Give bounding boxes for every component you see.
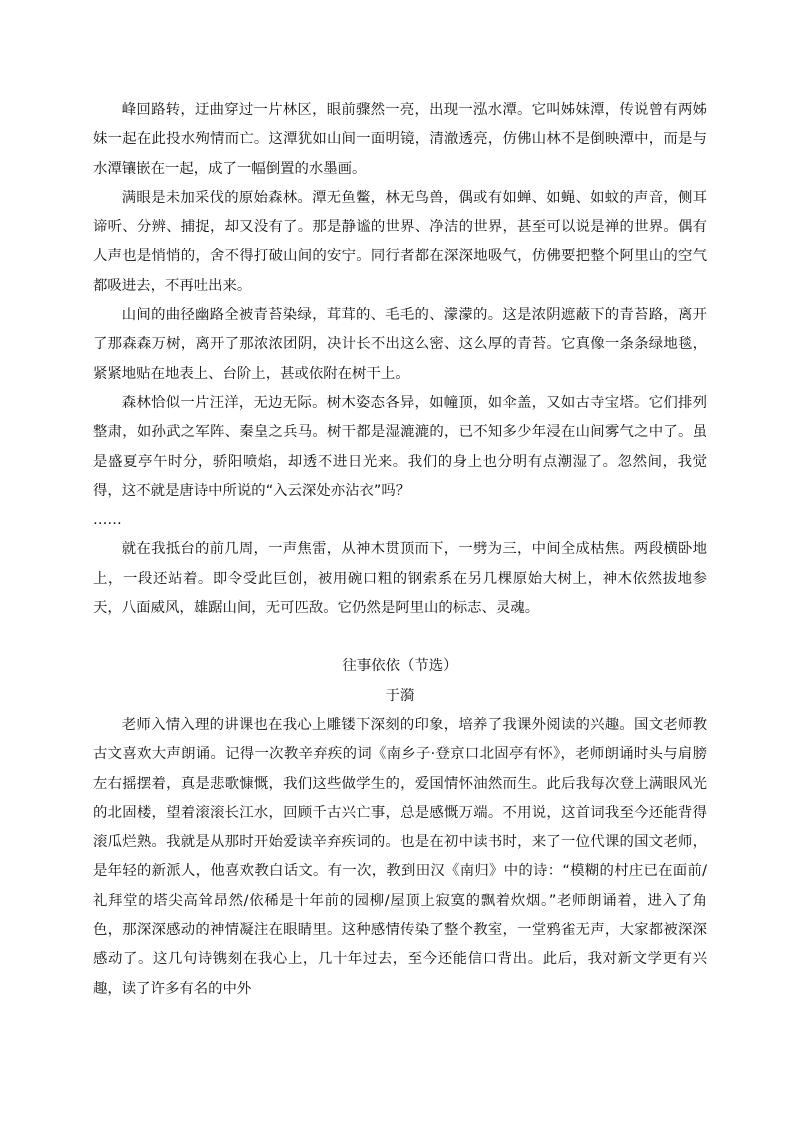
paragraph-sisters-pool: 峰回路转，迂曲穿过一片林区，眼前骤然一亮，出现一泓水潭。它叫姊妹潭，传说曾有两姊妹一起在此投水殉情而亡。这潭犹如山间一面明镜，清澈透亮，仿佛山林不是倒映潭中，而是与水潭镶嵌在一起，成了一幅倒置的水墨画。 — [93, 102, 707, 177]
section-spacer — [93, 623, 707, 652]
omission-ellipsis: …… — [93, 512, 122, 529]
paragraph-sacred-tree: 就在我抵台的前几周，一声焦雷，从神木贯顶而下，一劈为三，中间全成枯焦。两段横卧地上，一段还站着。即令受此巨创，被用碗口粗的钢索系在另几棵原始大树上，神木依然拔地参天，八面威风，雄踞山间，无可匹敌。它仍然是阿里山的标志、灵魂。 — [93, 541, 707, 617]
paragraph-forest-ocean: 森林恰似一片汪洋，无边无际。树木姿态各异，如幢顶，如伞盖，又如古寺宝塔。它们排列整肃，如孙武之军阵、秦皇之兵马。树干都是湿漉漉的，已不知多少年浸在山间雾气之中了。虽是盛夏亭午时分，骄阳喷焰，却透不进日光来。我们的身上也分明有点潮湿了。忽然间，我觉得，这不就是唐诗中所说的“入云深处亦沾衣”吗？ — [93, 394, 707, 499]
passage-title: 往事依依（节选） — [342, 658, 458, 675]
paragraph-moss-path: 山间的曲径幽路全被青苔染绿，茸茸的、毛毛的、濛濛的。这是浓阴遮蔽下的青苔路，离开了那森森万树，离开了那浓浓团阴，决计长不出这么密、这么厚的青苔。它真像一条条绿地毯，紧紧地贴在地表上、台阶上，甚或依附在树干上。 — [93, 307, 707, 382]
paragraph-primeval-forest: 满眼是未加采伐的原始森林。潭无鱼鳖，林无鸟兽，偶或有如蝉、如蝇、如蚊的声音，侧耳谛听、分辨、捕捉，却又没有了。那是静谧的世界、净洁的世界，甚至可以说是禅的世界。偶有人声也是悄悄的，舍不得打破山间的安宁。同行者都在深深地吸气，仿佛要把整个阿里山的空气都吸进去，不再吐出来。 — [93, 189, 707, 294]
paragraph-teacher-reading: 老师入情入理的讲课也在我心上雕镂下深刻的印象，培养了我课外阅读的兴趣。国文老师教古文喜欢大声朗诵。记得一次教辛弃疾的词《南乡子·登京口北固亭有怀》，老师朗诵时头与肩膀左右摇摆着，真是悲歌慷慨，我们这些做学生的，爱国情怀油然而生。此后我每次登上满眼风光的北固楼，望着滚滚长江水，回顾千古兴亡事，总是感慨万端。不用说，这首词我至今还能背得滚瓜烂熟。我就是从那时开始爱读辛弃疾词的。也是在初中读书时，来了一位代课的国文老师，是年轻的新派人，他喜欢教白话文。有一次，教到田汉《南归》中的诗：“模糊的村庄已在面前/礼拜堂的塔尖高耸昂然/依稀是十年前的园柳/屋顶上寂寞的飘着炊烟。”老师朗诵着，进入了角色，那深深感动的神情凝注在眼睛里。这种感情传染了整个教室，一堂鸦雀无声，大家都被深深感动了。这几句诗镌刻在我心上，几十年过去，至今还能信口背出。此后，我对新文学更有兴趣，读了许多有名的中外 — [93, 716, 707, 997]
document-page — [93, 96, 707, 1004]
passage-author: 于漪 — [385, 687, 415, 704]
